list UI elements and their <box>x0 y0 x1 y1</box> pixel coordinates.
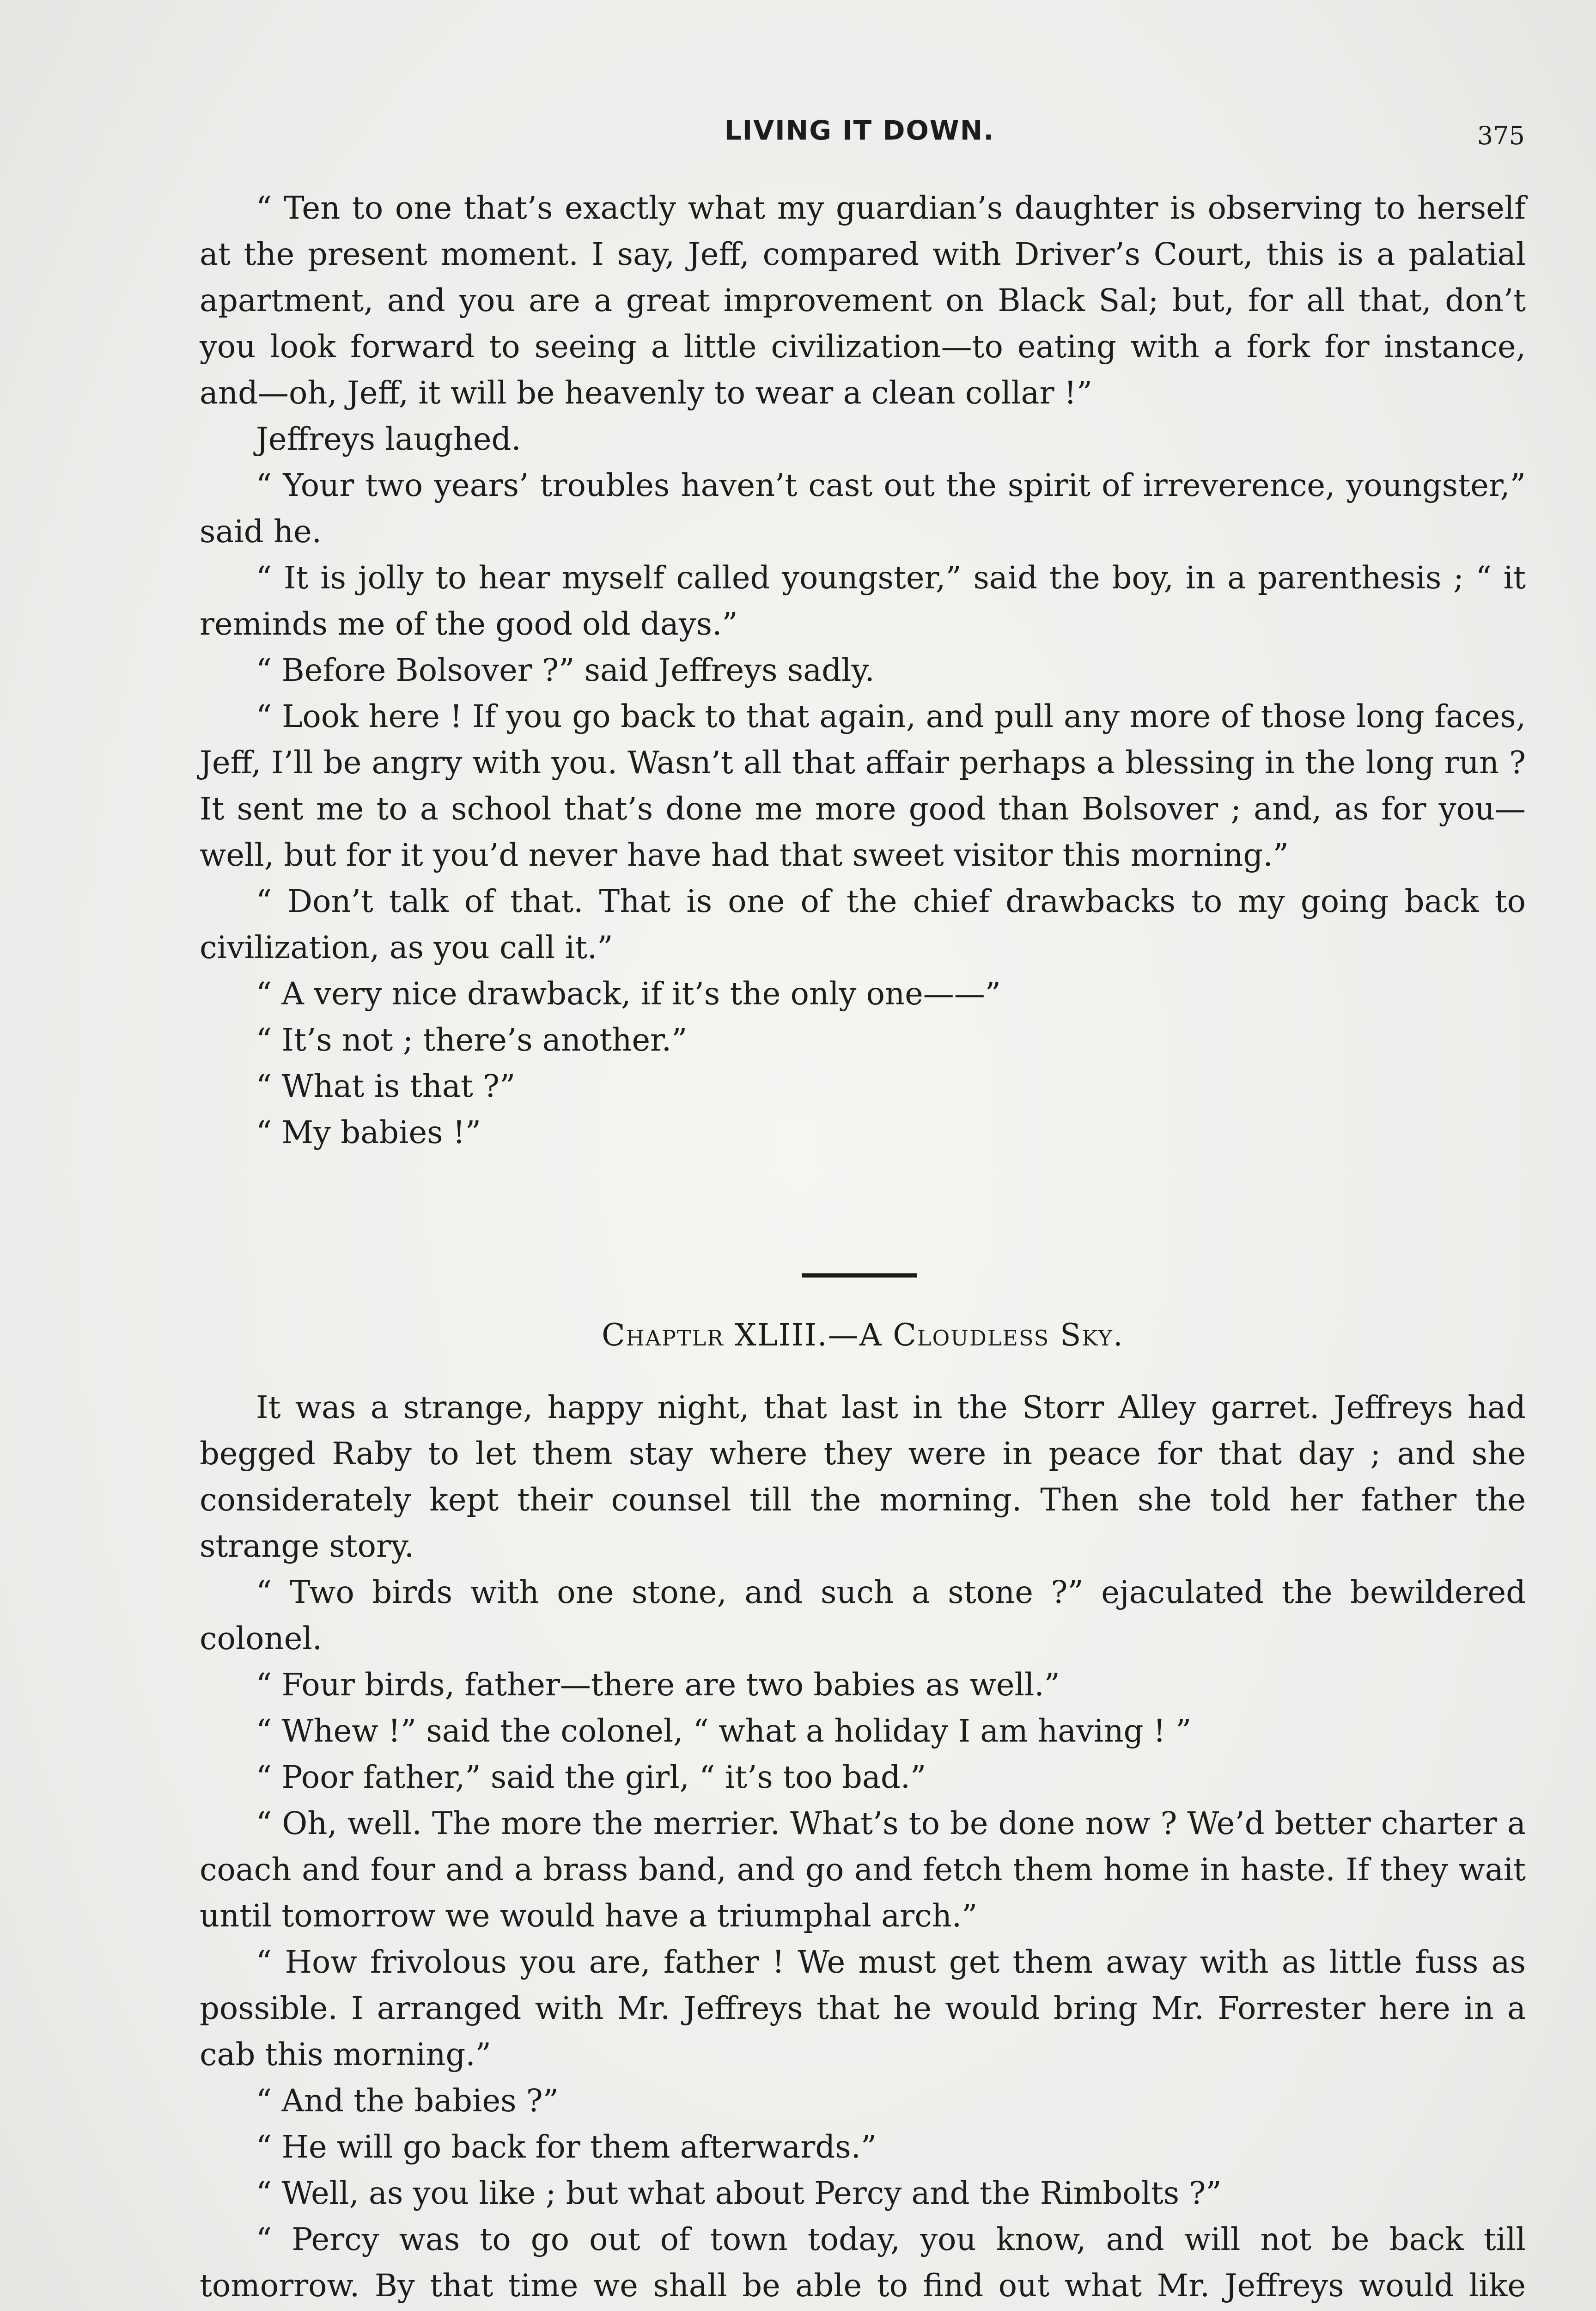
paragraph: “ Four birds, father—there are two babies as well.” <box>256 1667 1060 1703</box>
paragraph: “ Don’t talk of that. That is one of the chief drawbacks to my going back to civilization, as you call it.” <box>200 883 1526 966</box>
paragraph: “ Oh, well. The more the merrier. What’s to be done now ? We’d better charter a coach and four and a brass band, and go and fetch them home in haste. If they wait until tomorrow we would have a triumphal arch.” <box>200 1805 1526 1934</box>
paragraph: “ Percy was to go out of town today, you know, and will not be back till tomorrow. By that time we shall be able to find out what Mr. Jeffreys would like <box>200 2221 1526 2304</box>
paragraph: “ Ten to one that’s exactly what my guardian’s daughter is observing to herself at the present moment. I say, Jeff, compared with Driver’s Court, this is a palatial apartment, and you are a great improvement on Black Sal; but, for all that, don’t you look forward to seeing a little civilization—to eating with a fork for instance, and—oh, Jeff, it will be heavenly to wear a clean collar !” <box>200 190 1526 411</box>
paragraph: “ A very nice drawback, if it’s the only one——” <box>256 976 1001 1012</box>
paragraph: “ How frivolous you are, father ! We must get them away with as little fuss as possible. I arranged with Mr. Jeffreys that he would bring Mr. Forrester here in a cab this morning.” <box>200 1944 1526 2073</box>
paragraph: “ Whew !” said the colonel, “ what a holiday I am having ! ” <box>256 1713 1192 1749</box>
text-block-top <box>200 185 1526 1156</box>
paragraph: “ Poor father,” said the girl, “ it’s too bad.” <box>256 1759 926 1795</box>
paragraph: “ It is jolly to hear myself called youngster,” said the boy, in a parenthesis ; “ it reminds me of the good old days.” <box>200 560 1526 642</box>
paragraph: “ My babies !” <box>256 1114 481 1150</box>
paragraph: “ Two birds with one stone, and such a stone ?” ejaculated the bewildered colonel. <box>200 1574 1526 1657</box>
paragraph: It was a strange, happy night, that last in the Storr Alley garret. Jeffreys had begged Raby to let them stay where they were in peace for that day ; and she considerately kept their counsel till the morning. Then she told her father the strange story. <box>200 1389 1526 1564</box>
paragraph: “ And the babies ?” <box>256 2083 559 2119</box>
paragraph: “ Look here ! If you go back to that again, and pull any more of those long faces, Jeff, I’ll be angry with you. Wasn’t all that affair perhaps a blessing in the long run ? It sent me to a school that’s done me more good than Bolsover ; and, as for you—well, but for it you’d never have had that sweet visitor this morning.” <box>200 698 1526 873</box>
paragraph: “ Before Bolsover ?” said Jeffreys sadly. <box>256 652 875 688</box>
paragraph: “ Your two years’ troubles haven’t cast out the spirit of irreverence, youngster,” said he. <box>200 467 1526 550</box>
section-rule <box>802 1273 917 1278</box>
paragraph: “ What is that ?” <box>256 1068 516 1104</box>
chapter-heading: Chaptlr XLIII.—A Cloudless Sky. <box>602 1317 1124 1353</box>
paragraph: “ Well, as you like ; but what about Percy and the Rimbolts ?” <box>256 2175 1222 2211</box>
running-head: LIVING IT DOWN. <box>724 115 995 146</box>
paragraph: Jeffreys laughed. <box>256 421 521 457</box>
paragraph: “ It’s not ; there’s another.” <box>256 1022 688 1058</box>
page-number: 375 <box>1477 121 1525 150</box>
text-block-bottom <box>200 1384 1526 2311</box>
paragraph: “ He will go back for them afterwards.” <box>256 2129 877 2165</box>
